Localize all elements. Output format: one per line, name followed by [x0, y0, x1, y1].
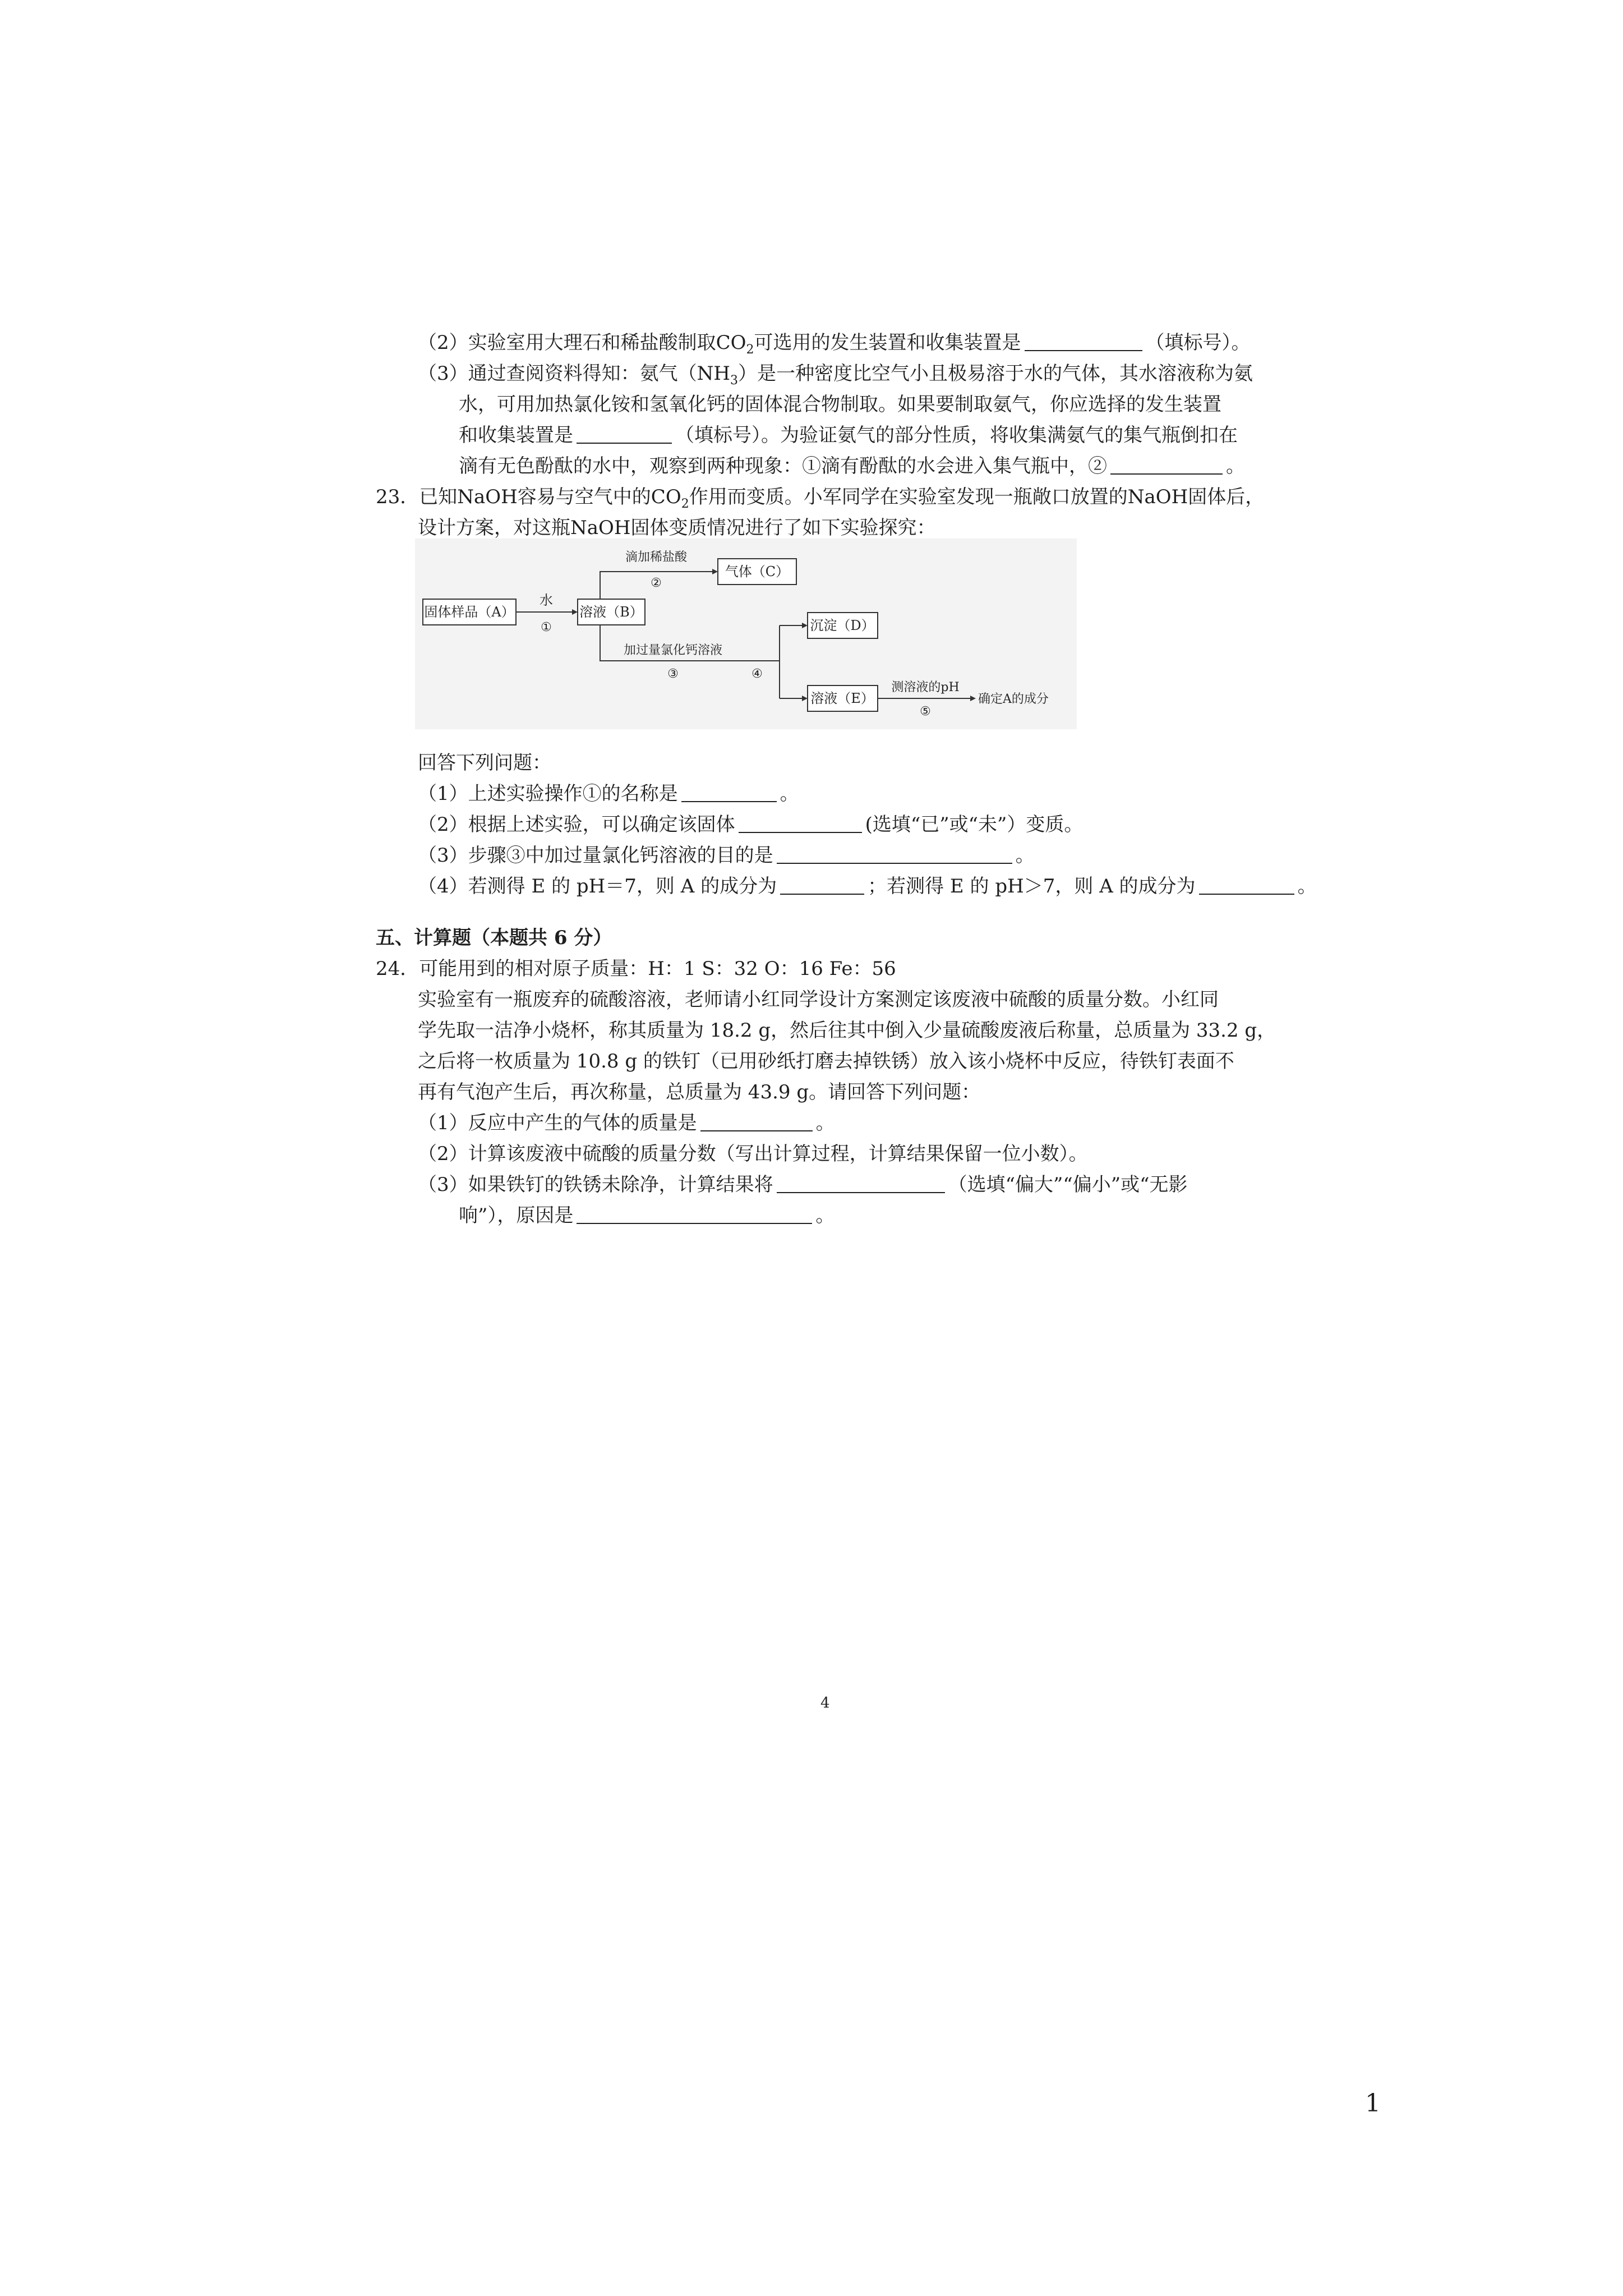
step-5-label: ⑤: [920, 705, 931, 719]
q24-line1: 24．可能用到的相对原子质量：H：1 S：32 O：16 Fe：56: [376, 958, 896, 980]
arrowhead: [970, 696, 976, 701]
add-cacl2-label: 加过量氯化钙溶液: [623, 643, 723, 657]
box-d-label: 沉淀（D）: [810, 618, 875, 633]
answer-blank[interactable]: [1110, 453, 1223, 475]
experiment-flow-diagram: [415, 539, 1077, 729]
answer-blank[interactable]: [681, 781, 777, 802]
answer-blank[interactable]: [739, 812, 862, 833]
answer-blank[interactable]: [1025, 330, 1142, 351]
q24-line5: 再有气泡产生后，再次称量，总质量为 43.9 g。请回答下列问题：: [418, 1081, 981, 1103]
q22-part3-line1: （3）通过查阅资料得知：氨气$(NH_3)$是一种密度比空气小且极易溶于水的气体，其水溶液称为氨: [418, 362, 1253, 388]
box-b-label: 溶液（B）: [579, 604, 643, 620]
step-2-label: ②: [651, 576, 662, 590]
answer-blank[interactable]: [777, 1172, 945, 1193]
box-e-label: 溶液（E）: [810, 691, 874, 706]
box-c-label: 气体（C）: [725, 564, 790, 579]
answer-blank[interactable]: [780, 873, 864, 895]
page-number-inner: 4: [820, 1695, 830, 1711]
answer-blank[interactable]: [577, 422, 672, 444]
q24-line2: 实验室有一瓶废弃的硫酸溶液，老师请小红同学设计方案测定该废液中硫酸的质量分数。小红同: [418, 988, 1219, 1011]
answer-blank[interactable]: [700, 1110, 813, 1131]
result-label: 确定A的成分: [978, 692, 1049, 706]
water-label: 水: [540, 592, 553, 608]
step-1-label: ①: [541, 620, 552, 634]
q23-intro: 回答下列问题：: [418, 752, 551, 774]
q22-part3-line2: 水，可用加热氯化铵和氢氧化钙的固体混合物制取。如果要制取氨气，你应选择的发生装置: [459, 393, 1221, 416]
q24-part3-line2: 响”），原因是 。: [459, 1202, 834, 1229]
arrowhead: [572, 609, 578, 615]
q23-part3: （3）步骤③中加过量氯化钙溶液的目的是 。: [418, 842, 1035, 869]
arrowhead: [712, 569, 718, 574]
q24-part1: （1）反应中产生的气体的质量是 。: [418, 1110, 835, 1137]
q23-line2: 设计方案，对这瓶NaOH固体变质情况进行了如下实验探究：: [418, 517, 936, 539]
q23-part1: （1）上述实验操作①的名称是 。: [418, 780, 799, 807]
answer-blank[interactable]: [577, 1203, 812, 1224]
step-4-label: ④: [751, 667, 763, 681]
step-3-label: ③: [667, 667, 679, 681]
q23-part4: （4）若测得 E 的 pH＝7，则 A 的成分为 ；若测得 E 的 pH＞7，则 A 的成分为 。: [418, 873, 1317, 900]
q24-line3: 学先取一洁净小烧杯，称其质量为 18.2 g，然后往其中倒入少量硫酸废液后称量，总质量为 33.2 g，: [418, 1019, 1276, 1042]
box-a-label: 固体样品（A）: [424, 604, 515, 620]
answer-blank[interactable]: [1199, 873, 1294, 895]
add-acid-label: 滴加稀盐酸: [625, 550, 688, 564]
q22-part3-line3: 和收集装置是 （填标号）。为验证氨气的部分性质，将收集满氨气的集气瓶倒扣在: [459, 422, 1238, 449]
answer-blank[interactable]: [777, 843, 1012, 864]
q24-part3-line1: （3）如果铁钉的铁锈未除净，计算结果将 （选填“偏大”“偏小”或“无影: [418, 1171, 1188, 1198]
q22-part3-line4: 滴有无色酚酞的水中，观察到两种现象：①滴有酚酞的水会进入集气瓶中，② 。: [459, 453, 1245, 480]
page-number-outer: 1: [1365, 2089, 1381, 2118]
section-5-heading: 五、计算题（本题共 6 分）: [376, 927, 612, 949]
q22-part2: （2）实验室用大理石和稀盐酸制取$CO_2$可选用的发生装置和收集装置是 （填标号）。: [418, 329, 1251, 356]
arrowhead: [802, 696, 808, 701]
q23-part2: （2）根据上述实验，可以确定该固体 (选填“已”或“未”）变质。: [418, 811, 1083, 838]
measure-ph-label: 测溶液的pH: [891, 680, 960, 694]
q24-line4: 之后将一枚质量为 10.8 g 的铁钉（已用砂纸打磨去掉铁锈）放入该小烧杯中反应，待铁钉表面不: [418, 1050, 1234, 1073]
arrowhead: [802, 623, 808, 628]
q23-line1: 23．已知NaOH容易与空气中的$CO_2$作用而变质。小军同学在实验室发现一瓶敞口放置的NaOH固体后，: [376, 486, 1265, 511]
q24-part2: （2）计算该废液中硫酸的质量分数（写出计算过程，计算结果保留一位小数）。: [418, 1143, 1088, 1165]
